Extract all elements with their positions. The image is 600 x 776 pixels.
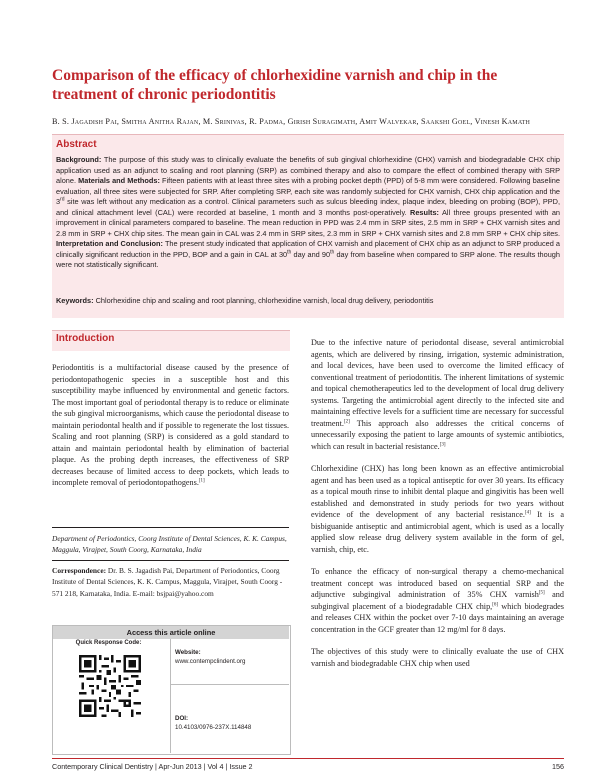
footer-rule	[52, 758, 564, 759]
interpretation-label: Interpretation and Conclusion:	[56, 239, 163, 249]
left-column	[52, 362, 289, 500]
ref-2[interactable]: [2]	[343, 418, 350, 424]
website-block	[175, 648, 287, 666]
right-paragraph-3-text-c: which biodegrades and releases CHX within the pocket over 7-10 days maintaining an average concentration in the GCF greater than 12 mg/ml for 8 days.	[311, 601, 564, 634]
interp-sup-2: th	[330, 249, 335, 256]
page-footer	[52, 762, 564, 771]
right-paragraph-3-text-b: and subgingival placement of a biodegradable CHX chip,	[311, 590, 564, 611]
intro-paragraph-1-text: Periodontitis is a multifactorial disease caused by the presence of periodontopathogenic species in a susceptible host and this susceptibility maybe influenced by environmental and genetic factors. The most important goal of periodontal therapy is to reduce or eliminate the sub gingival microorganisms, which cause the periodontal disease to maintain periodontal health and if possible to regenerate the lost tissues. Scaling and root planning (SRP) is considered as a gold standard to attain and maintain periodontal health by elimination of bacterial plaque. As the probing depth increases, the effectiveness of SRP decreases because of limited access to deep pockets, which leads to incomplete removal of periodontopathogens.	[52, 363, 289, 487]
methods-sup: rd	[60, 196, 65, 203]
ref-5[interactable]: [5]	[538, 590, 545, 596]
correspondence-label: Correspondence:	[52, 566, 107, 575]
access-divider-vertical	[170, 639, 171, 753]
correspondence-text: Dr. B. S. Jagadish Pai, Department of Periodontics, Coorg Institute of Dental Sciences, K. K. Campus, Maggula, Virajpet, South Coorg - 571 218, Karnataka, India. E-mail: bsjpai@yahoo.com	[52, 566, 283, 598]
right-paragraph-1	[311, 337, 564, 452]
right-paragraph-2-text-b: It is a bisbiguanide antiseptic and antimicrobial agent, which is used as a locally applied slow release drug delivery system available in the form of gel, varnish, chip, etc.	[311, 510, 564, 554]
keywords-label: Keywords:	[56, 296, 94, 305]
website-link[interactable]: www.contempclindent.org	[175, 658, 246, 665]
results-label: Results:	[410, 207, 439, 217]
ref-6[interactable]: [6]	[492, 601, 499, 607]
ref-1[interactable]: [1]	[198, 478, 205, 484]
right-paragraph-3	[311, 566, 564, 635]
right-paragraph-4	[311, 646, 564, 669]
correspondence-rule	[52, 560, 289, 561]
right-paragraph-3-text: To enhance the efficacy of non-surgical therapy a chemo-mechanical treatment concept was introduced based on sequential SRP and the adjunctive subgingival administration of 35% CHX varnish	[311, 567, 564, 599]
right-paragraph-2-text: Chlorhexidine (CHX) has long been known as an effective antimicrobial agent and has been used as a topical antiseptic for over 30 years. Its efficacy as a topical mouth rinse to inhibit dental plaque and gingivitis has been well established and demonstrated in study periods for two years without evidence of the development of any bacterial resistance.	[311, 464, 564, 519]
qr-label: Quick Response Code:	[75, 640, 142, 646]
right-paragraph-4-text: The objectives of this study were to clinically evaluate the use of CHX varnish and biodegradable CHX chip when used	[311, 647, 564, 668]
ref-3[interactable]: [3]	[439, 441, 446, 447]
background-text: The purpose of this study was to clinically evaluate the benefits of sub gingival chlorhexidine (CHX) varnish and biodegradable CHX chip application used as an adjunct to scaling and root planning (SRP) as combined therapy and also to compare the effect of combined therapy with SRP alone.	[56, 155, 560, 186]
right-column	[311, 337, 564, 680]
article-title: Comparison of the efficacy of chlorhexidine varnish and chip in the treatment of chronic periodontitis	[52, 67, 498, 103]
access-heading: Access this article online	[53, 626, 289, 639]
abstract-heading: Abstract	[56, 139, 97, 150]
footer-journal: Contemporary Clinical Dentistry | Apr-Jun 2013 | Vol 4 | Issue 2	[52, 762, 253, 771]
interpretation-text: The present study indicated that application of CHX varnish and placement of CHX chip as an adjunct to SRP produced a clinically significant reduction in the PPD, BOP and a gain in CAL at 30	[56, 239, 560, 259]
author-list: B. S. Jagadish Pai, Smitha Anitha Rajan, M. Srinivas, R. Padma, Girish Suragimath, Amit Walvekar, Saakshi Goel, Vinesh Kamath	[52, 117, 531, 126]
right-paragraph-2	[311, 463, 564, 555]
methods-label: Materials and Methods:	[78, 176, 160, 186]
methods-text: Fifteen patients with at least three sites with a probing pocket depth (PPD) of 5-8 mm were considered. Following baseline evaluation, all three sites were subjected for SRP. After completing SRP, each site was randomly subjected for CHX varnish, CHX chip application and the 3	[56, 176, 560, 207]
access-divider-horizontal	[171, 684, 289, 685]
correspondence	[52, 565, 289, 599]
affiliation-rule	[52, 527, 289, 528]
introduction-heading: Introduction	[56, 333, 115, 344]
page-number: 156	[552, 762, 564, 771]
intro-paragraph-1	[52, 362, 289, 489]
right-paragraph-1-text: Due to the infective nature of periodontal disease, several antimicrobial agents, which are delivered by rinsing, irrigation, systemic administration, and local devices, have been used to overcome the limited efficacy of conventional treatment of periodontitis. The inherent limitations of systemic and topical chemotherapeutics led to the development of local drug delivery systems. Targeting the antimicrobial agent directly to the infected site and maintaining effective levels for a sufficient time are necessary for successful treatment.	[311, 338, 564, 428]
affiliation: Department of Periodontics, Coorg Institute of Dental Sciences, K. K. Campus, Maggula, Virajpet, South Coorg, Karnataka, India	[52, 534, 287, 554]
methods-text-2: site was left without any medication as a control. Clinical parameters such as sulcus bleeding index, plaque index, bleeding on probing (BOP), PPD, and clinical attachment level (CAL) were recorded at baseline, 1 month and 3 months post-operatively.	[56, 197, 560, 217]
interpretation-text-3: day from baseline when compared to SRP alone. The results though were not statistically significant.	[56, 249, 560, 270]
interpretation-text-2: day and 90	[291, 249, 331, 259]
abstract-text	[56, 155, 560, 271]
doi-block	[175, 714, 287, 732]
right-paragraph-1-text-b: This approach also addresses the critical concerns of unnecessarily exposing the patient to large amounts of systemic antibiotics, which can result in bacterial resistance.	[311, 418, 564, 451]
keywords	[56, 296, 560, 306]
doi-link[interactable]: 10.4103/0976-237X.114848	[175, 724, 252, 731]
website-label: Website:	[175, 649, 201, 656]
background-label: Background:	[56, 155, 102, 164]
interp-sup-1: th	[287, 249, 292, 256]
results-text: All three groups presented with an improvement in clinical parameters compared to baseline. The mean reduction in PPD was 2.4 mm in SRP sites, 2.5 mm in SRP + CHX varnish sites and 2.8 mm in SRP + CHX chip sites. The mean gain in CAL was 2.4 mm in SRP sites, 2.3 mm in SRP + CHX varnish sites and 2.8 mm SRP + CHX chip sites.	[56, 207, 561, 238]
keywords-text: Chlorhexidine chip and scaling and root planning, chlorhexidine varnish, local drug delivery, periodontitis	[95, 296, 434, 305]
qr-code-icon[interactable]	[79, 655, 141, 717]
doi-label: DOI:	[175, 715, 189, 722]
ref-4[interactable]: [4]	[524, 510, 531, 516]
